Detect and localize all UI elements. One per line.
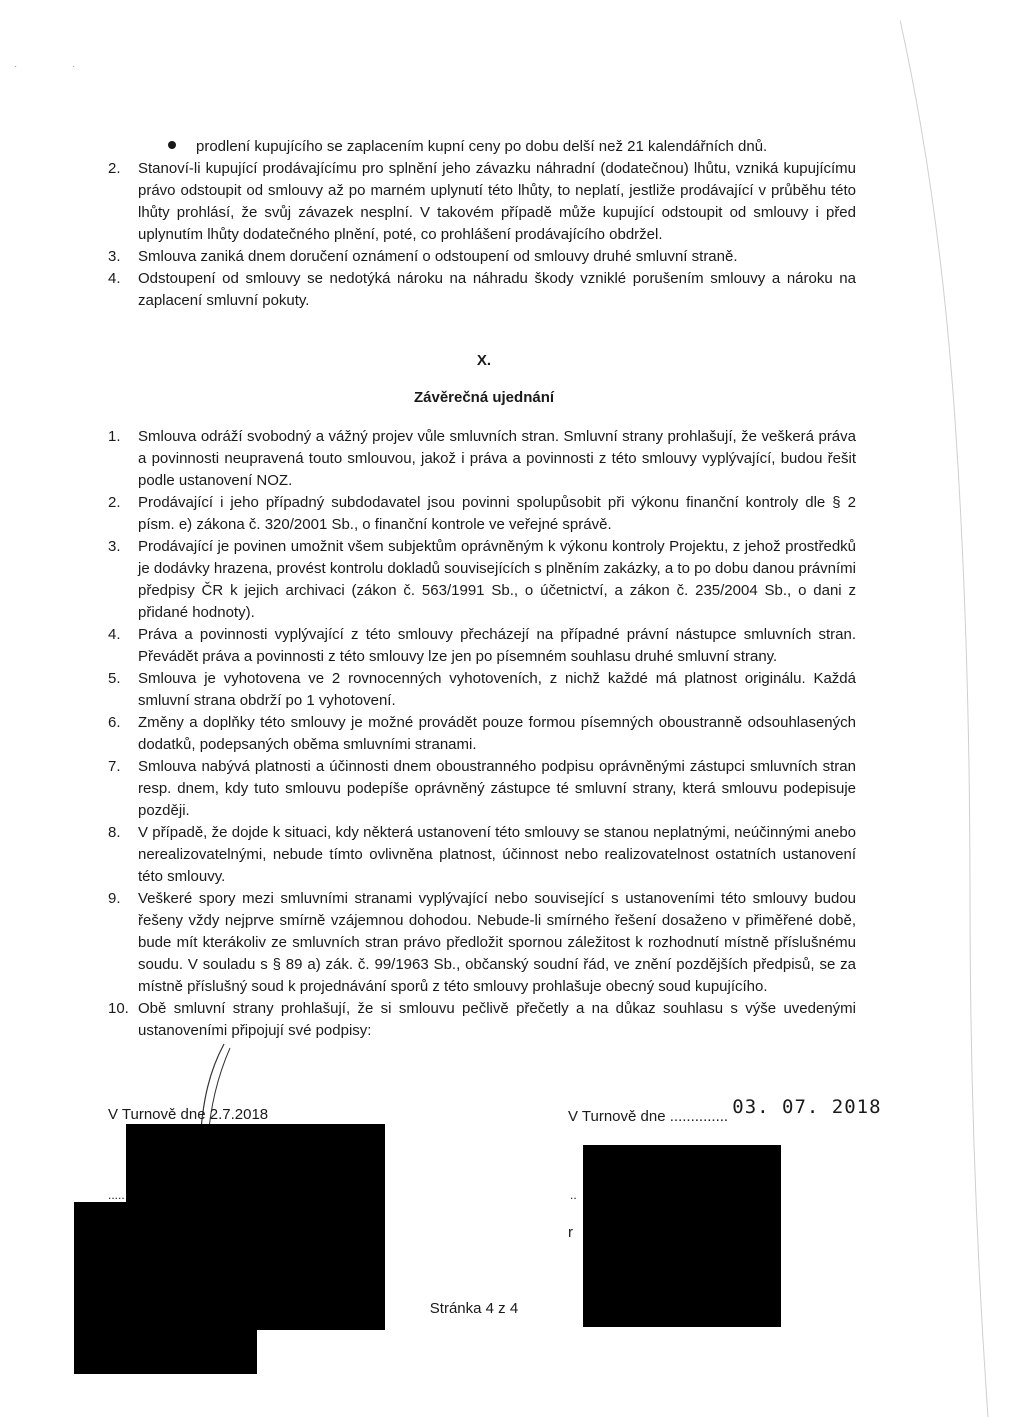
signature-place-date-right [568,1096,882,1128]
clause-text: Veškeré spory mezi smluvními stranami vyplývající nebo související s ustanoveními této smlouvy budou řešeny vždy nejprve smírně vzájemnou dohodou. Nebude-li smírného řešení dosaženo v přiměřené době, bude mít kterákoliv ze smluvních stran právo předložit spornou záležitost k rozhodnutí místně příslušnému soudu. V souladu s § 89 a) zák. č. 99/1963 Sb., občanský soudní řád, ve znění pozdějších předpisů, se za místně příslušný soud k projednávání sporů z této smlouvy prohlašuje obecný soud kupujícího. [138,890,856,995]
clause-item [108,888,856,998]
clause-text: Prodávající i jeho případný subdodavatel jsou povinni spolupůsobit při výkonu finanční kontroly dle § 2 písm. e) zákona č. 320/2001 Sb., o finanční kontrole ve veřejné správě. [138,494,856,533]
bullet-item [168,136,888,158]
clause-text: Práva a povinnosti vyplývající z této smlouvy přecházejí na případné právní nástupce smluvních stran. Převádět práva a povinnosti z této smlouvy lze jen po písemném souhlasu druhé smluvní strany. [138,626,856,665]
clause-text: V případě, že dojde k situaci, kdy některá ustanovení této smlouvy se stanou neplatnými, neúčinnými anebo nerealizovatelnými, nebude tímto ovlivněna platnost, účinnost nebo realizovatelnost ostatních ustanovení této smlouvy. [138,824,856,885]
signature-line-right: .. [570,1188,577,1202]
clause-number: 3. [108,538,121,555]
clause-number: 2. [108,160,121,177]
clause-list-withdrawal [108,158,856,312]
scan-edge-line [900,0,990,1417]
clause-number: 4. [108,270,121,287]
redaction-block [126,1124,385,1210]
section-number-text: X. [476,352,492,369]
clause-item [108,822,856,888]
date-stamp: 03. 07. 2018 [732,1096,882,1118]
signatory-name-fragment: r [568,1224,573,1241]
clause-number: 9. [108,890,121,907]
scan-speck: · [14,61,18,72]
clause-item [108,668,856,712]
clause-number: 3. [108,248,121,265]
section-title [0,387,1024,409]
bullet-text: prodlení kupujícího se zaplacením kupní ceny po dobu delší než 21 kalendářních dnů. [196,138,768,155]
clause-item [108,246,856,268]
clause-item [108,712,856,756]
scan-speck: · [72,61,76,72]
section-title-text: Závěrečná ujednání [413,389,555,406]
clause-number: 8. [108,824,121,841]
signature-place-right: V Turnově dne .............. [568,1108,729,1125]
signature-line-left: ..... [108,1188,125,1202]
bullet-dot [168,141,176,149]
clause-text: Změny a doplňky této smlouvy je možné provádět pouze formou písemných oboustranně odsouhlasených dodatků, podepsaných oběma smluvními stranami. [138,714,856,753]
clause-text: Smlouva nabývá platnosti a účinnosti dnem oboustranného podpisu oprávněnými zástupci smluvních stran resp. dnem, kdy tuto smlouvu podepíše oprávněný zástupce té smluvní strany, která smlouvu podepisuje později. [138,758,856,819]
clause-item [108,492,856,536]
page-footer [0,1298,1024,1320]
clause-list-final [108,426,856,1042]
clause-number: 6. [108,714,121,731]
clause-number: 2. [108,494,121,511]
clause-item [108,268,856,312]
clause-item [108,536,856,624]
clause-text: Smlouva je vyhotovena ve 2 rovnocenných vyhotoveních, z nichž každé má platnost originálu. Každá smluvní strana obdrží po 1 vyhotovení. [138,670,856,709]
clause-text: Obě smluvní strany prohlašují, že si smlouvu pečlivě přečetly a na důkaz souhlasu s výše uvedenými ustanoveními připojují své podpisy: [138,1000,856,1039]
clause-item [108,158,856,246]
clause-number: 4. [108,626,121,643]
clause-item [108,756,856,822]
redaction-block [74,1202,257,1374]
section-number [0,350,1024,372]
signature-place-date-left: V Turnově dne 2.7.2018 [108,1106,269,1123]
clause-text: Smlouva odráží svobodný a vážný projev vůle smluvních stran. Smluvní strany prohlašují, že veškerá práva a povinnosti neupravená touto smlouvou, jakož i práva a povinnosti z této smlouvy vyplývající, budou řešit podle ustanovení NOZ. [138,428,856,489]
clause-item [108,426,856,492]
clause-number: 5. [108,670,121,687]
clause-text: Stanoví-li kupující prodávajícímu pro splnění jeho závazku náhradní (dodatečnou) lhůtu, vzniká kupujícímu právo odstoupit od smlouvy až po marném uplynutí této lhůty, to neplatí, jestliže prodávající v průběhu této lhůty prohlásí, že svůj závazek nesplní. V takovém případě může kupující odstoupit od smlouvy i před uplynutím lhůty dodatečného plnění, poté, co prohlášení prodávajícího obdržel. [138,160,856,243]
clause-text: Smlouva zaniká dnem doručení oznámení o odstoupení od smlouvy druhé smluvní straně. [138,248,738,265]
clause-number: 1. [108,428,121,445]
page-number: Stránka 4 z 4 [429,1300,519,1317]
clause-item [108,624,856,668]
clause-text: Odstoupení od smlouvy se nedotýká nároku na náhradu škody vzniklé porušením smlouvy a nároku na zaplacení smluvní pokuty. [138,270,856,309]
clause-item [108,998,856,1042]
clause-number: 10. [108,1000,129,1017]
clause-number: 7. [108,758,121,775]
clause-text: Prodávající je povinen umožnit všem subjektům oprávněným k výkonu kontroly Projektu, z jehož prostředků je dodávky hrazena, provést kontrolu dokladů souvisejících s plněním zakázky, a to po dobu danou právními předpisy ČR k jejich archivaci (zákon č. 563/1991 Sb., o účetnictví, a zákon č. 235/2004 Sb., o dani z přidané hodnoty). [138,538,856,621]
